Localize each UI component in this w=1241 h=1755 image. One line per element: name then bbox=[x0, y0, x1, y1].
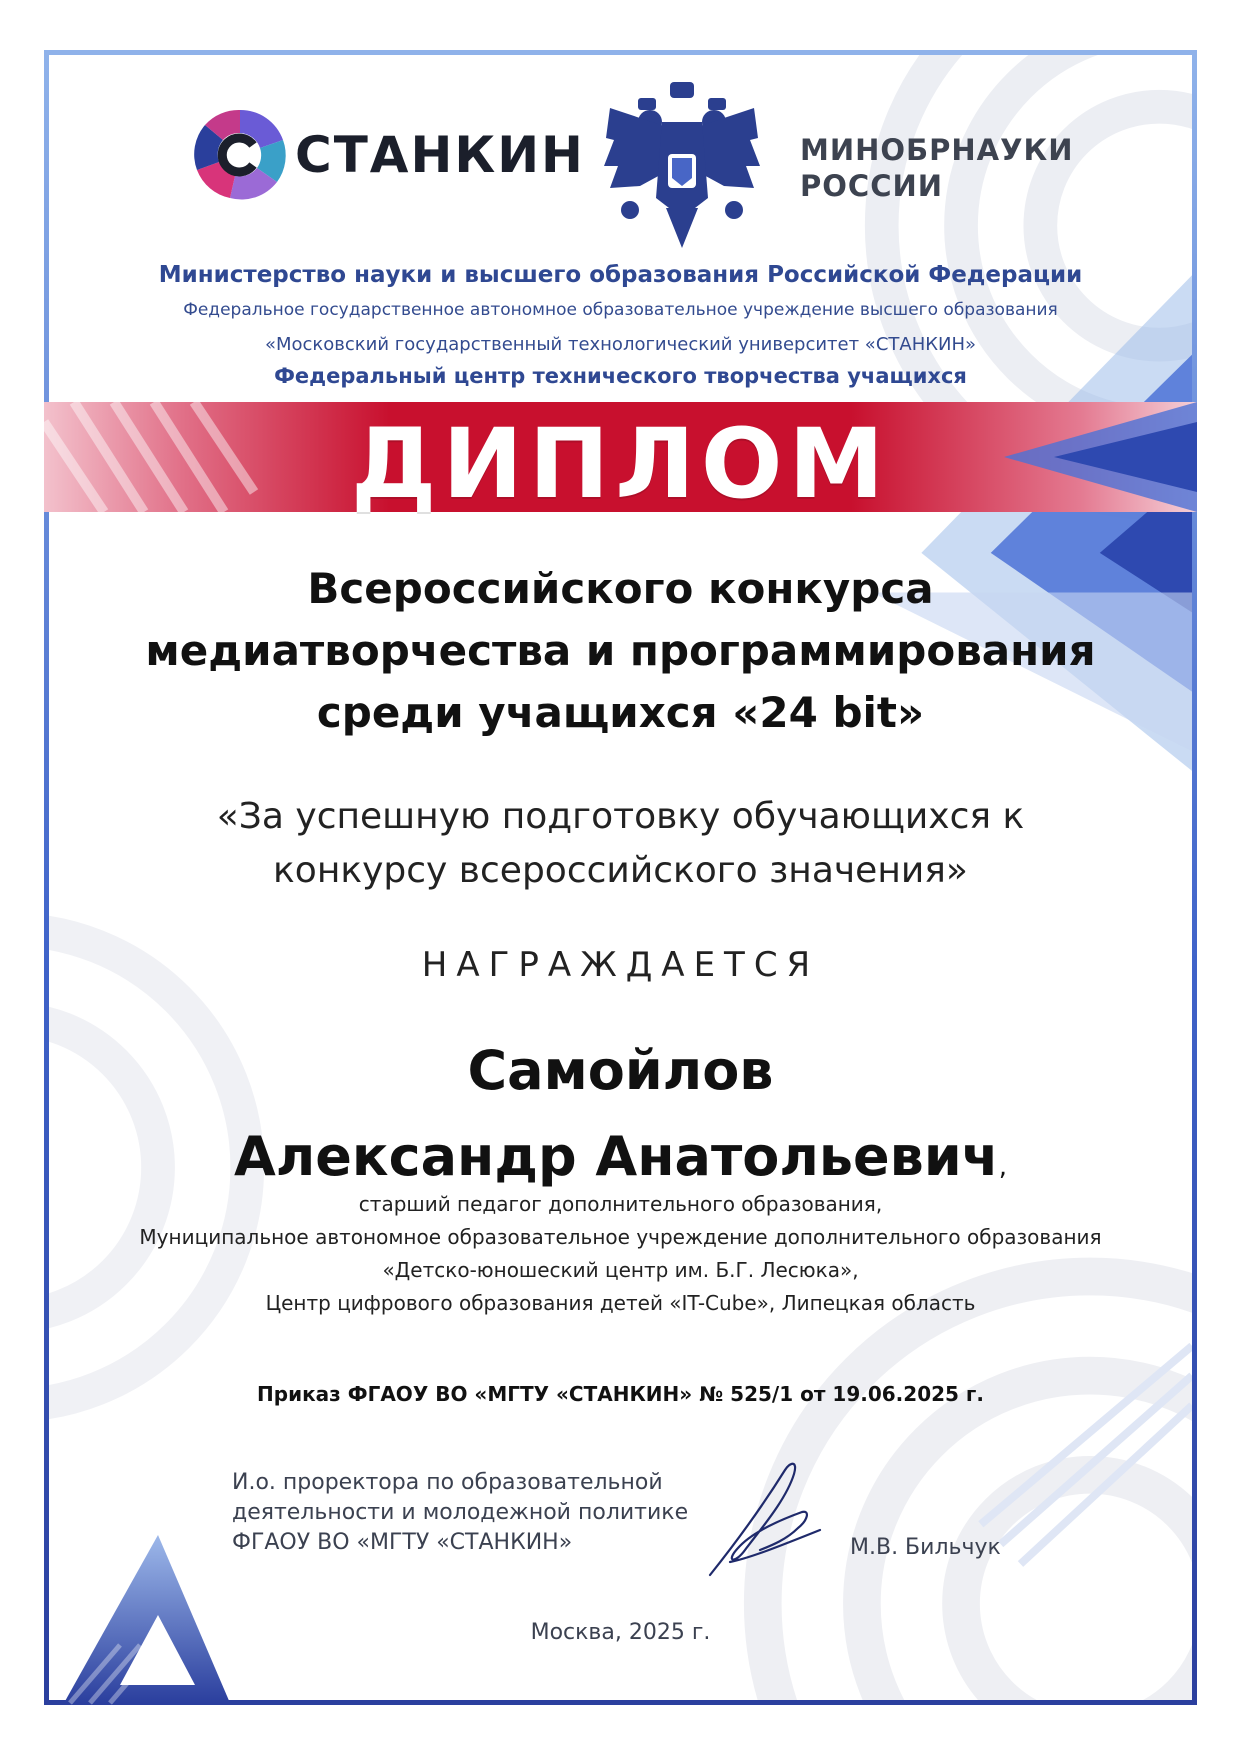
place-and-year: Москва, 2025 г. bbox=[530, 1620, 711, 1645]
ministry-short-line2: РОССИИ bbox=[800, 169, 944, 203]
recipient-given-names: Александр Анатольевич bbox=[233, 1125, 999, 1188]
ministry-short-line1: МИНОБРНАУКИ bbox=[800, 133, 1074, 167]
details-line4: Центр цифрового образования детей «IT-Cube», Липецкая область bbox=[265, 1291, 976, 1315]
recipient-surname: Самойлов bbox=[467, 1039, 774, 1102]
university-name: «Московский государственный технологический университет «СТАНКИН» bbox=[264, 334, 977, 355]
recipient-name bbox=[0, 1028, 1241, 1210]
details-line2: Муниципальное автономное образовательное учреждение дополнительного образования bbox=[139, 1225, 1102, 1249]
coat-of-arms-icon bbox=[600, 78, 765, 253]
institution-type: Федеральное государственное автономное образовательное учреждение высшего образования bbox=[183, 300, 1058, 320]
awarded-label: НАГРАЖДАЕТСЯ bbox=[421, 945, 820, 985]
stankin-logo bbox=[185, 100, 585, 220]
ministry-full-name: Министерство науки и высшего образования Российской Федерации bbox=[158, 262, 1083, 288]
signatory-role-line2: деятельности и молодежной политике bbox=[232, 1500, 689, 1525]
signatory-role-line1: И.о. проректора по образовательной bbox=[232, 1470, 663, 1495]
order-reference: Приказ ФГАОУ ВО «МГТУ «СТАНКИН» № 525/1 от 19.06.2025 г. bbox=[257, 1382, 984, 1406]
ministry-short-logo bbox=[800, 132, 1073, 204]
center-name: Федеральный центр технического творчества учащихся bbox=[274, 364, 967, 388]
award-reason bbox=[0, 790, 1241, 898]
contest-line3: среди учащихся «24 bit» bbox=[316, 688, 925, 737]
reason-line2: конкурсу всероссийского значения» bbox=[273, 850, 968, 891]
document-title: ДИПЛОМ bbox=[350, 408, 891, 520]
handwritten-signature bbox=[690, 1450, 840, 1590]
stankin-wordmark: СТАНКИН bbox=[295, 126, 585, 184]
signatory-name: М.В. Бильчук bbox=[850, 1535, 1001, 1560]
signatory-role-line3: ФГАОУ ВО «МГТУ «СТАНКИН» bbox=[232, 1530, 573, 1555]
details-line1: старший педагог дополнительного образования, bbox=[358, 1192, 883, 1216]
recipient-comma: , bbox=[998, 1152, 1008, 1182]
contest-line1: Всероссийского конкурса bbox=[307, 564, 934, 613]
contest-name bbox=[0, 558, 1241, 744]
stankin-logo-icon bbox=[185, 100, 295, 210]
recipient-details bbox=[0, 1188, 1241, 1320]
triangle-logo-icon bbox=[60, 1525, 235, 1705]
reason-line1: «За успешную подготовку обучающихся к bbox=[216, 796, 1025, 837]
details-line3: «Детско-юношеский центр им. Б.Г. Лесюка», bbox=[382, 1258, 859, 1282]
signatory-role bbox=[232, 1468, 688, 1558]
contest-line2: медиатворчества и программирования bbox=[145, 626, 1096, 675]
